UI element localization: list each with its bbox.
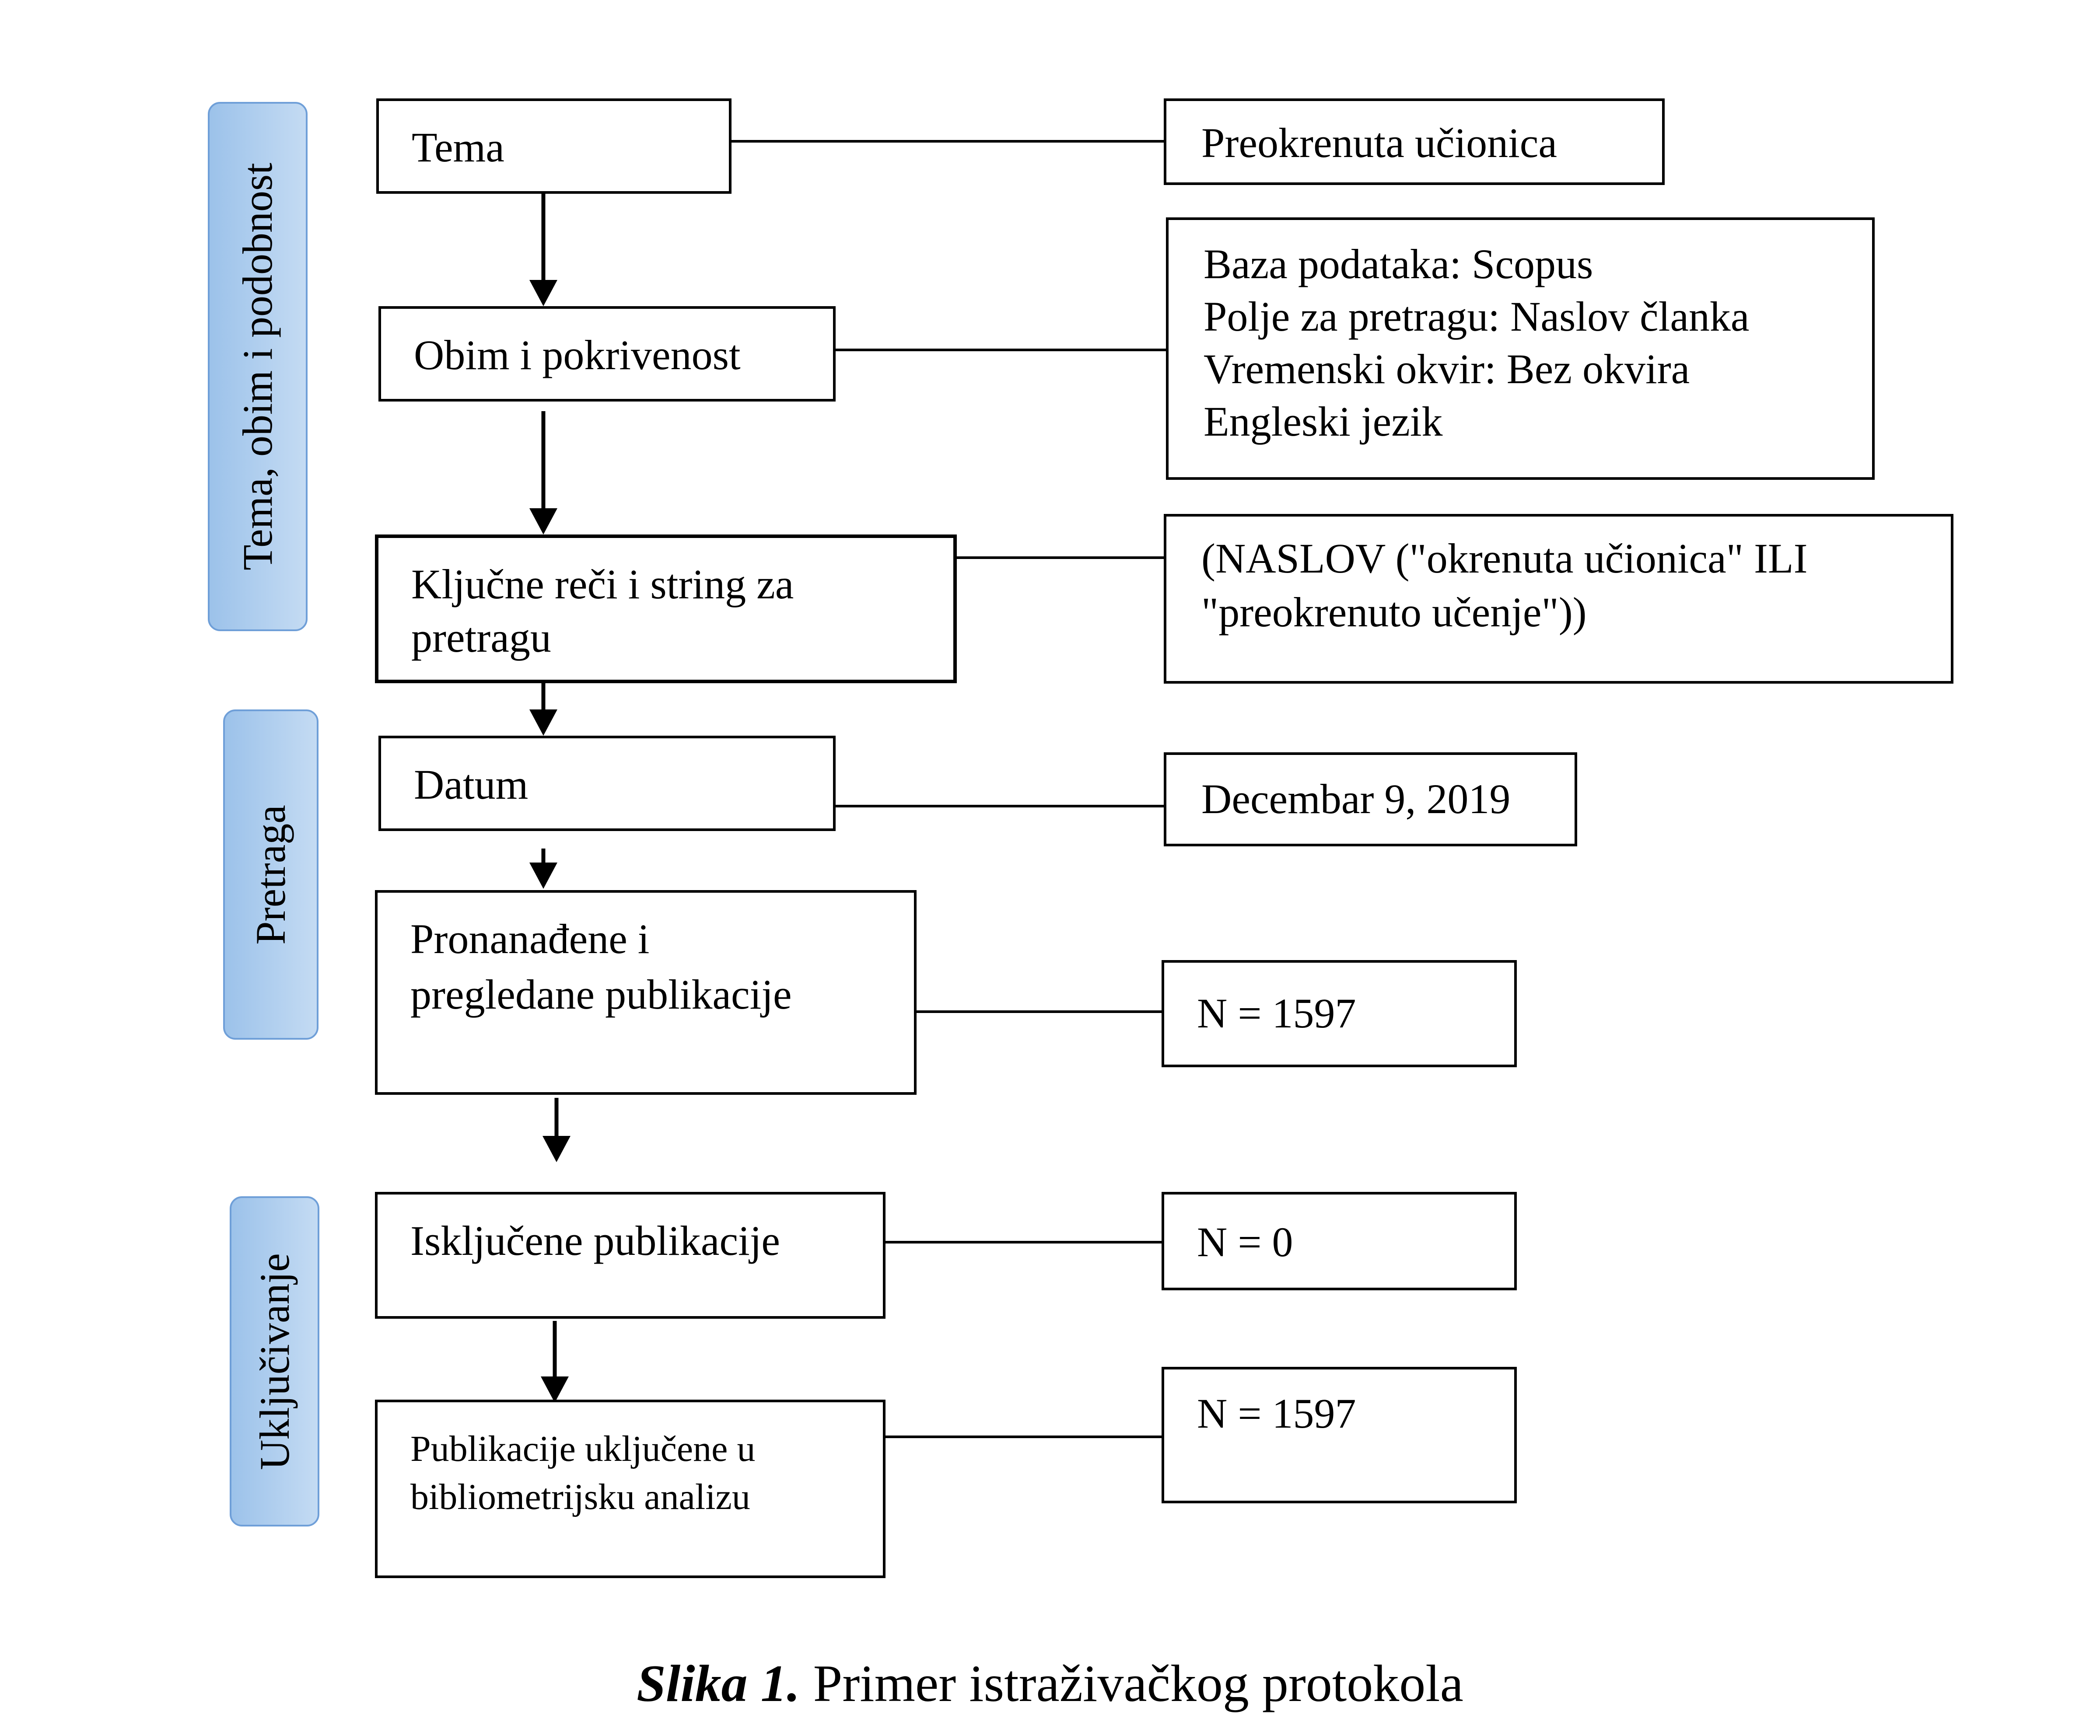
detail-ukljucene bbox=[1162, 1367, 1517, 1503]
phase-ukljucivanje bbox=[230, 1196, 319, 1526]
arrow-pronadjene-iskljucene bbox=[542, 1098, 570, 1162]
step-iskljucene bbox=[375, 1192, 886, 1319]
step-label-line1: Ključne reči i string za bbox=[411, 561, 794, 608]
phase-label: Uključivanje bbox=[251, 1253, 298, 1470]
detail-line: (NASLOV ("okrenuta učionica" ILI bbox=[1201, 535, 1808, 582]
phase-label: Pretraga bbox=[247, 804, 294, 945]
detail-text: Decembar 9, 2019 bbox=[1201, 775, 1511, 822]
figure-caption bbox=[0, 1653, 2100, 1714]
detail-line: "preokrenuto učenje")) bbox=[1201, 589, 1587, 636]
detail-text: N = 0 bbox=[1197, 1219, 1293, 1265]
step-label-line2: pregledane publikacije bbox=[410, 971, 792, 1018]
step-pronadjene bbox=[375, 890, 917, 1095]
step-label: Obim i pokrivenost bbox=[414, 332, 741, 378]
detail-text: N = 1597 bbox=[1197, 990, 1356, 1037]
detail-tema bbox=[1164, 98, 1665, 185]
phase-label: Tema, obim i podobnost bbox=[234, 163, 281, 570]
detail-line: Engleski jezik bbox=[1204, 398, 1443, 445]
detail-kljucne-reci bbox=[1164, 514, 1953, 684]
step-label-line2: bibliometrijsku analizu bbox=[410, 1477, 750, 1517]
arrow-tema-obim bbox=[529, 192, 557, 306]
arrow-iskljucene-ukljucene bbox=[541, 1321, 569, 1403]
caption-text: Primer istraživačkog protokola bbox=[800, 1654, 1463, 1712]
phase-pretraga bbox=[223, 709, 318, 1040]
detail-datum bbox=[1164, 752, 1577, 846]
step-datum bbox=[378, 736, 836, 831]
step-label: Tema bbox=[412, 124, 504, 171]
step-label-line1: Pronanađene i bbox=[410, 915, 650, 962]
step-tema bbox=[376, 98, 732, 194]
detail-line: Baza podataka: Scopus bbox=[1204, 241, 1593, 287]
step-kljucne-reci bbox=[375, 534, 957, 683]
detail-pronadjene bbox=[1162, 960, 1517, 1067]
detail-text: N = 1597 bbox=[1197, 1390, 1356, 1437]
detail-iskljucene bbox=[1162, 1192, 1517, 1290]
arrow-obim-kljucne bbox=[529, 411, 557, 534]
phase-tema-obim-podobnost bbox=[208, 102, 308, 631]
step-label-line1: Publikacije uključene u bbox=[410, 1429, 756, 1469]
step-label: Datum bbox=[414, 761, 528, 808]
step-obim bbox=[378, 306, 836, 402]
detail-obim bbox=[1166, 217, 1875, 480]
detail-line: Polje za pretragu: Naslov članka bbox=[1204, 293, 1750, 340]
step-label-line2: pretragu bbox=[411, 614, 551, 661]
caption-label: Slika 1. bbox=[637, 1654, 800, 1712]
detail-text: Preokrenuta učionica bbox=[1201, 119, 1557, 166]
detail-line: Vremenski okvir: Bez okvira bbox=[1204, 346, 1690, 392]
step-ukljucene bbox=[375, 1400, 886, 1578]
arrow-datum-pronadjene bbox=[529, 849, 557, 889]
step-label: Isključene publikacije bbox=[410, 1217, 780, 1264]
